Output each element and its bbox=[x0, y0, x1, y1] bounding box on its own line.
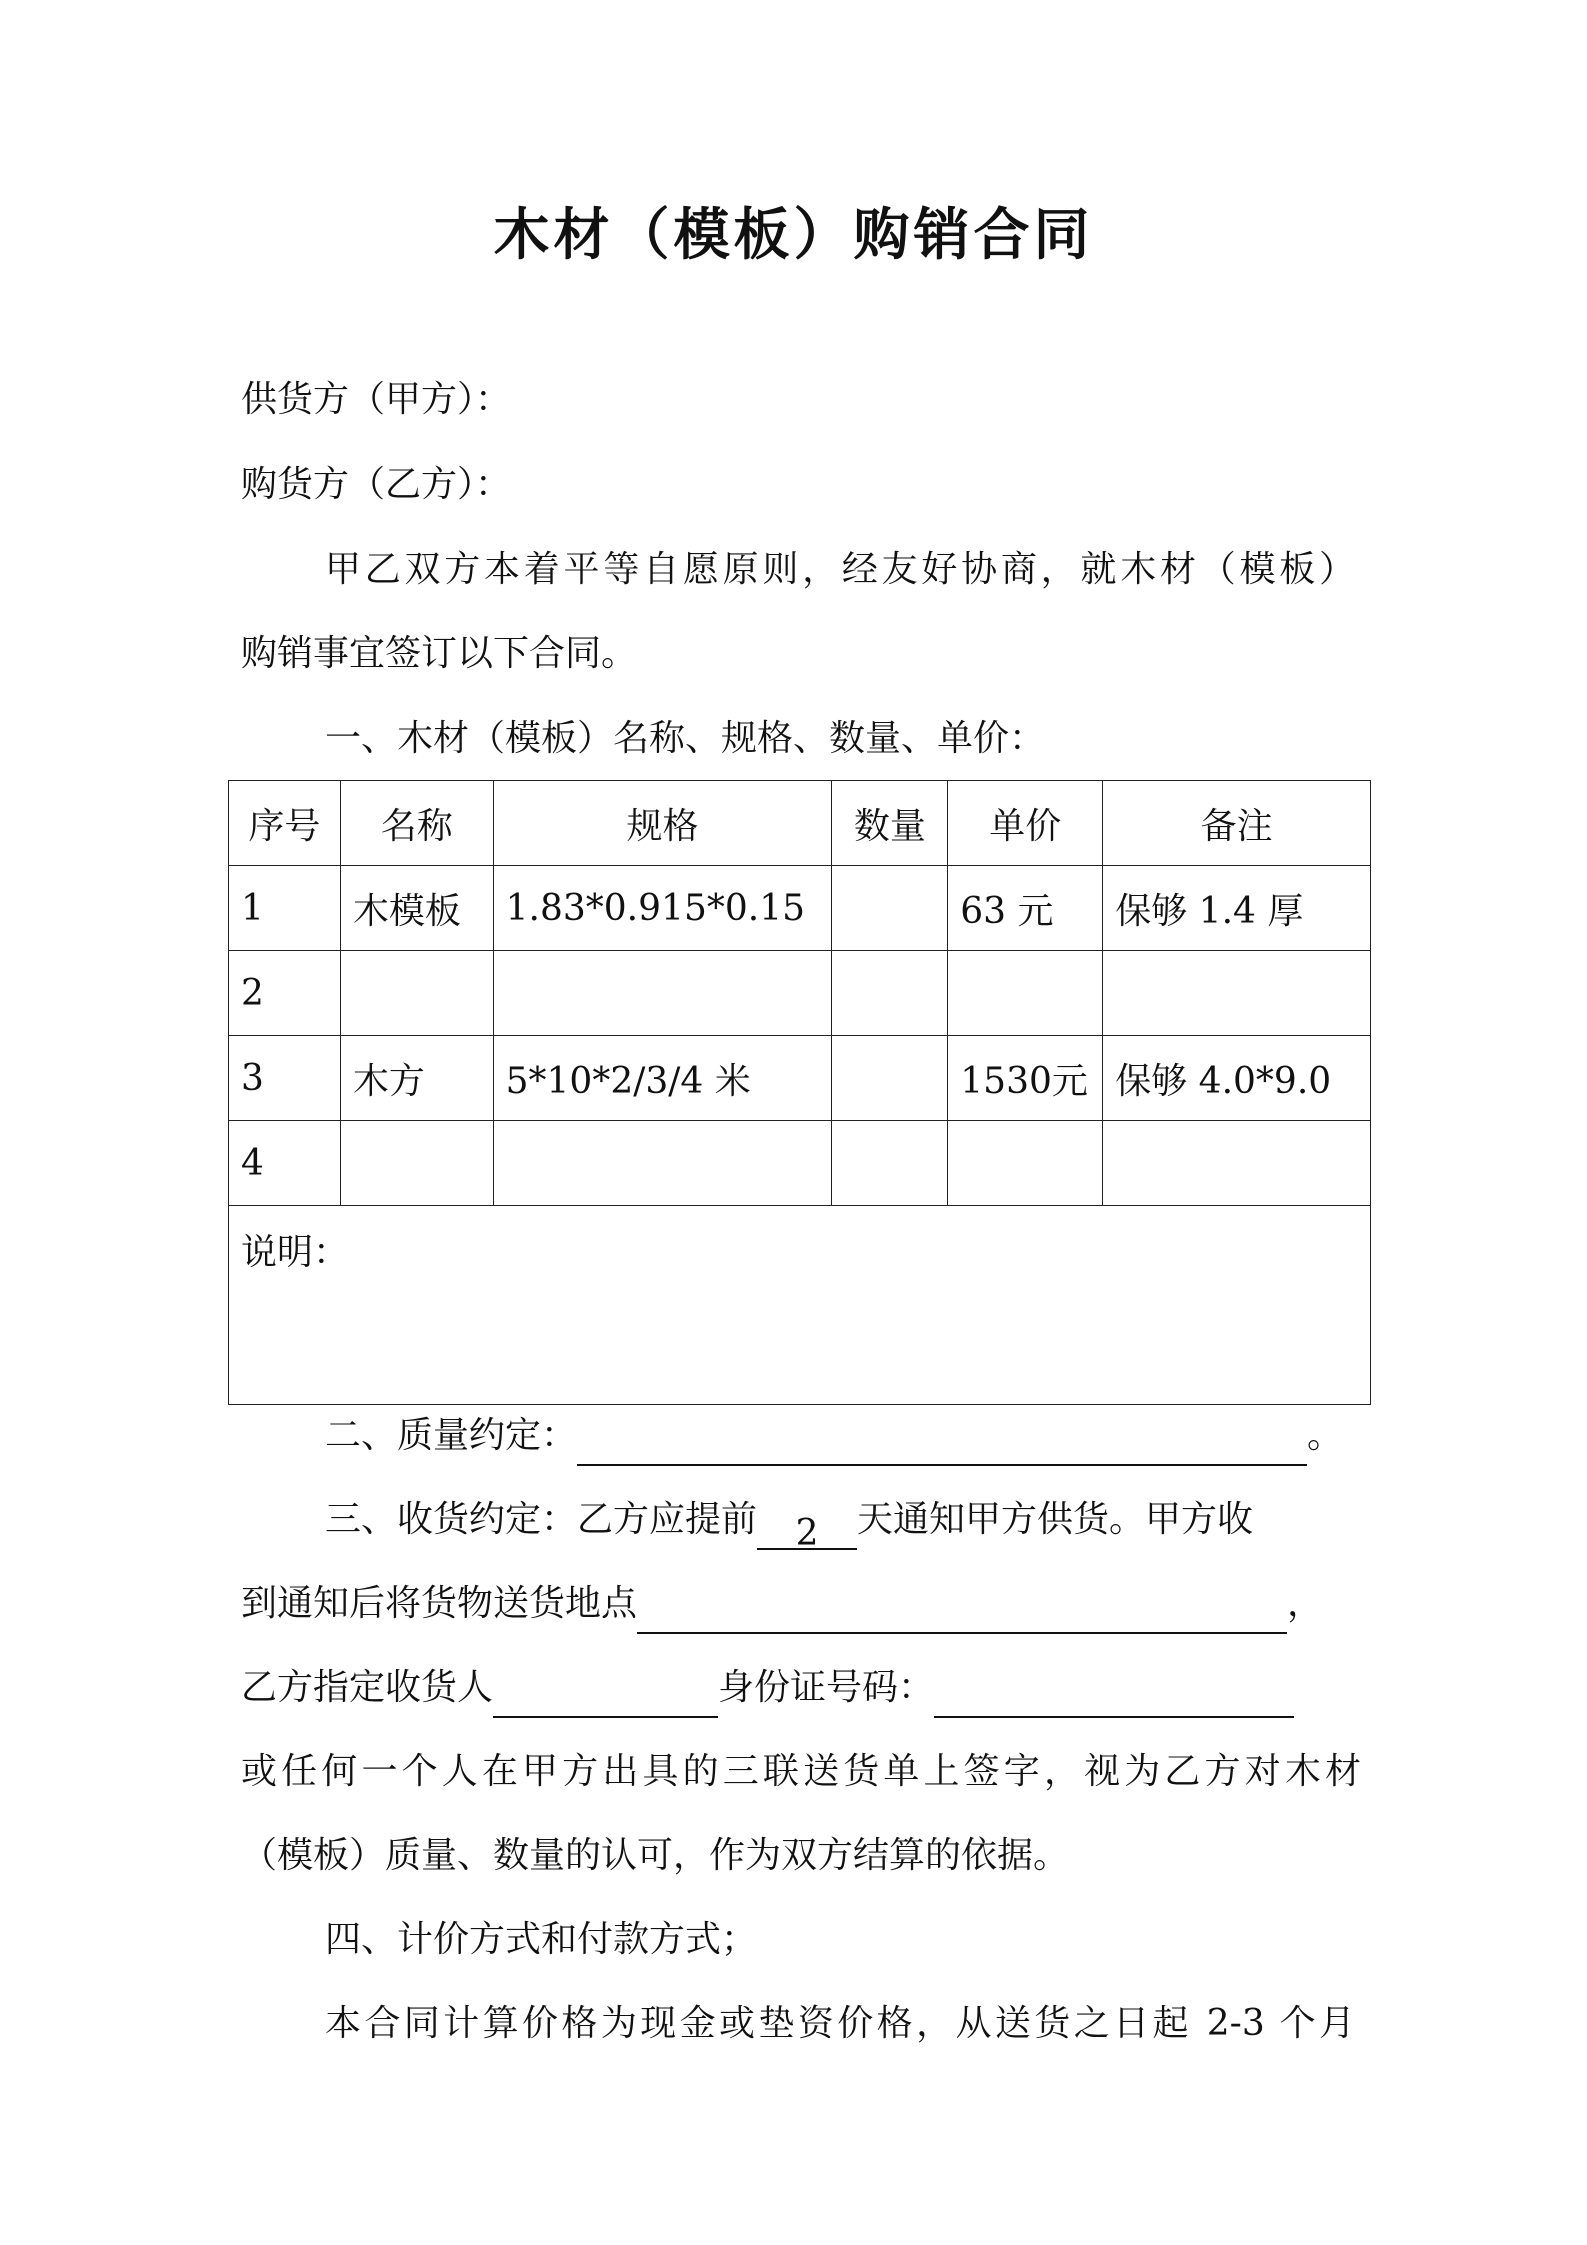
section-4-line-1: 本合同计算价格为现金或垫资价格，从送货之日起 2-3 个月 bbox=[325, 2003, 1355, 2044]
cell-spec: 1.83*0.915*0.15 bbox=[493, 866, 832, 951]
table-header-row bbox=[229, 781, 1371, 866]
table-row bbox=[229, 1036, 1371, 1121]
cell-remarks: 保够 4.0*9.0 bbox=[1103, 1036, 1371, 1121]
header-remarks: 备注 bbox=[1103, 781, 1371, 866]
receiver-blank bbox=[493, 1672, 718, 1718]
section-2-end: 。 bbox=[1307, 1415, 1344, 1456]
cell-unit-price bbox=[948, 1121, 1103, 1206]
section-3-part-2: 天通知甲方供货。甲方收 bbox=[857, 1499, 1254, 1540]
table-note-row bbox=[229, 1206, 1371, 1405]
section-3-line-1 bbox=[325, 1490, 1355, 1554]
cell-quantity bbox=[832, 1121, 948, 1206]
section-3-line-2 bbox=[241, 1574, 1361, 1634]
goods-table bbox=[228, 780, 1371, 1405]
cell-name bbox=[340, 951, 493, 1036]
header-spec: 规格 bbox=[493, 781, 832, 866]
quality-blank bbox=[577, 1420, 1307, 1466]
cell-quantity bbox=[832, 1036, 948, 1121]
section-3-part-1: 三、收货约定：乙方应提前 bbox=[325, 1499, 758, 1540]
cell-index: 4 bbox=[229, 1121, 341, 1206]
header-index: 序号 bbox=[229, 781, 341, 866]
table-row bbox=[229, 1121, 1371, 1206]
cell-spec: 5*10*2/3/4 米 bbox=[493, 1036, 832, 1121]
intro-line-1: 甲乙双方本着平等自愿原则，经友好协商，就木材（模板） bbox=[325, 549, 1355, 590]
delivery-address-blank bbox=[637, 1588, 1287, 1634]
cell-unit-price: 1530元 bbox=[948, 1036, 1103, 1121]
id-number-blank bbox=[934, 1672, 1294, 1718]
cell-index: 3 bbox=[229, 1036, 341, 1121]
cell-index: 2 bbox=[229, 951, 341, 1036]
section-4-heading: 四、计价方式和付款方式； bbox=[325, 1919, 758, 1960]
cell-unit-price: 63 元 bbox=[948, 866, 1103, 951]
section-1-heading: 一、木材（模板）名称、规格、数量、单价： bbox=[325, 718, 1046, 759]
section-3-line-3 bbox=[241, 1658, 1361, 1718]
header-unit-price: 单价 bbox=[948, 781, 1103, 866]
table-row bbox=[229, 951, 1371, 1036]
supplier-label: 供货方（甲方）： bbox=[241, 379, 512, 420]
contract-title: 木材（模板）购销合同 bbox=[493, 203, 1094, 268]
note-label: 说明： bbox=[229, 1206, 1371, 1405]
section-3-line-4: 或任何一个人在甲方出具的三联送货单上签字，视为乙方对木材 bbox=[241, 1751, 1361, 1792]
notice-days-value: 2 bbox=[757, 1504, 857, 1550]
header-name: 名称 bbox=[340, 781, 493, 866]
cell-quantity bbox=[832, 866, 948, 951]
delivery-address-label: 到通知后将货物送货地点 bbox=[241, 1583, 638, 1624]
cell-name bbox=[340, 1121, 493, 1206]
cell-spec bbox=[493, 951, 832, 1036]
cell-index: 1 bbox=[229, 866, 341, 951]
delivery-address-end: ， bbox=[1287, 1583, 1324, 1624]
cell-remarks bbox=[1103, 1121, 1371, 1206]
section-3-line-5: （模板）质量、数量的认可，作为双方结算的依据。 bbox=[241, 1835, 1070, 1876]
buyer-label: 购货方（乙方）： bbox=[241, 464, 512, 505]
cell-name: 木方 bbox=[340, 1036, 493, 1121]
receiver-label: 乙方指定收货人 bbox=[241, 1667, 494, 1708]
id-number-label: 身份证号码： bbox=[718, 1667, 935, 1708]
table-row bbox=[229, 866, 1371, 951]
cell-quantity bbox=[832, 951, 948, 1036]
cell-remarks: 保够 1.4 厚 bbox=[1103, 866, 1371, 951]
cell-unit-price bbox=[948, 951, 1103, 1036]
section-2-label: 二、质量约定： bbox=[325, 1415, 578, 1456]
header-quantity: 数量 bbox=[832, 781, 948, 866]
cell-name: 木模板 bbox=[340, 866, 493, 951]
intro-line-2: 购销事宜签订以下合同。 bbox=[241, 633, 638, 674]
cell-spec bbox=[493, 1121, 832, 1206]
section-2-quality bbox=[325, 1406, 1355, 1466]
cell-remarks bbox=[1103, 951, 1371, 1036]
